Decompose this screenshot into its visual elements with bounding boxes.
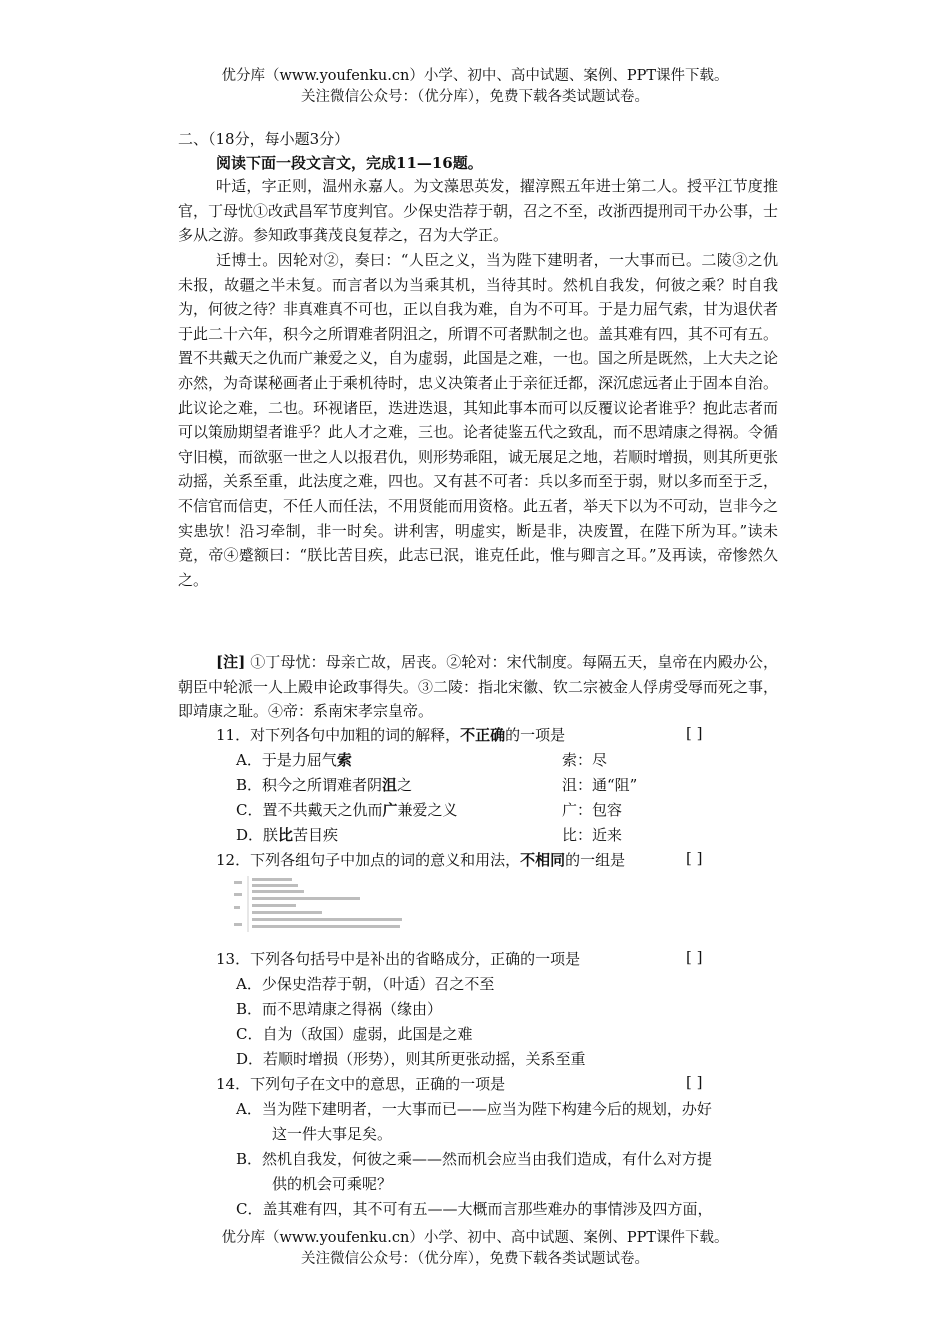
q14-option-b-line-2: 供的机会可乘呢？ xyxy=(272,1175,393,1193)
option-gloss: 沮：通“阻” xyxy=(562,776,638,794)
q14-option-a-line-1: A．当为陛下建明者，一大事而已——应当为陛下构建今后的规划，办好 xyxy=(236,1100,712,1118)
question-13-stem xyxy=(216,948,703,969)
answer-bracket: [ ] xyxy=(686,849,703,867)
q11-option-c xyxy=(236,799,623,820)
q11-stem-part-b: 的一项是 xyxy=(505,726,566,744)
answer-bracket: [ ] xyxy=(686,1073,703,1091)
note-label: [注] xyxy=(216,653,246,671)
answer-bracket: [ ] xyxy=(686,948,703,966)
passage-paragraph-1: 叶适，字正则，温州永嘉人。为文藻思英发，擢淳熙五年进士第二人。授平江节度推官，丁母忧①改武昌军节度判官。少保史浩荐于朝，召之不至，改浙西提刑司干办公事，士多从之游。参知政事龚茂良复荐之，召为大学正。 xyxy=(178,177,779,245)
q11-option-b xyxy=(236,774,638,795)
q14-stem-text: 14．下列句子在文中的意思，正确的一项是 xyxy=(216,1075,506,1093)
q11-option-a xyxy=(236,749,608,770)
footer-line-2: 关注微信公众号：（优分库），免费下载各类试题试卷。 xyxy=(301,1251,649,1267)
passage-paragraph-2: 迁博士。因轮对②，奏曰：“人臣之义，当为陛下建明者，一大事而已。二陵③之仇未报，故疆之半未复。而言者以为当乘其机，当待其时。然机自我发，何彼之乘？时自我为，何彼之待？非真难真不可也，正以自我为难，自为不可耳。于是力屈气索，甘为退伏者于此二十六年，积今之所谓难者阴沮之，所谓不可者默制之也。盖其难有四，其不可有五。置不共戴天之仇而广兼爱之义，自为虚弱，此国是之难，一也。国之所是既然，上大夫之论亦然，为奇谋秘画者止于乘机待时，忠义决策者止于亲征迁都，深沉虑远者止于固本自治。此议论之难，二也。环视诸臣，迭进迭退，其知此事本而可以反覆议论者谁乎？抱此志者而可以策励期望者谁乎？此人才之难，三也。论者徒鉴五代之致乱，而不思靖康之得祸。令循守旧模，而欲驱一世之人以报君仇，则形势乖阻，诚无展足之地，若顺时增损，则其所更张动摇，关系至重，此法度之难，四也。又有甚不可者：兵以多而至于弱，财以多而至于乏，不信官而信吏，不任人而任法，不用贤能而用资格。此五者，举天下以为不可动，岂非今之实患欤！沿习牵制，非一时矣。讲利害，明虚实，断是非，决废置，在陛下所为耳。”读未竟，帝④蹙额曰：“朕比苦目疾，此志已泯，谁克任此，惟与卿言之耳。”及再读，帝惨然久之。 xyxy=(178,251,779,589)
page-footer xyxy=(0,1228,950,1270)
q14-option-a-line-2: 这一件大事足矣。 xyxy=(272,1125,393,1143)
annotation-note xyxy=(178,650,778,724)
question-14-stem xyxy=(216,1073,703,1094)
option-text: C．置不共戴天之仇而 xyxy=(236,801,383,819)
question-12-stem xyxy=(216,849,703,870)
q14-option-c-line-1: C．盖其难有四，其不可有五——大概而言那些难办的事情涉及四方面， xyxy=(236,1200,713,1218)
option-text-tail: 之 xyxy=(397,776,413,794)
option-gloss: 广：包容 xyxy=(562,801,623,819)
option-bold-word: 广 xyxy=(382,801,398,819)
q13-stem-text: 13．下列各句括号中是补出的省略成分，正确的一项是 xyxy=(216,950,581,968)
q12-options-image xyxy=(230,876,466,936)
option-text-tail: 苦目疾 xyxy=(293,826,339,844)
instruction: 阅读下面一段文言文，完成11—16题。 xyxy=(216,154,483,172)
answer-bracket: [ ] xyxy=(686,724,703,742)
q11-stem-part-a: 11．对下列各句中加粗的词的解释， xyxy=(216,726,461,744)
page-header xyxy=(0,66,950,108)
q13-option-b: B．而不思靖康之得祸（缘由） xyxy=(236,1000,443,1018)
header-line-2: 关注微信公众号：（优分库），免费下载各类试题试卷。 xyxy=(301,89,649,105)
option-text: B．积今之所谓难者阴 xyxy=(236,776,383,794)
q13-option-c: C．自为（敌国）虚弱，此国是之难 xyxy=(236,1025,473,1043)
q13-option-a: A．少保史浩荐于朝，（叶适）召之不至 xyxy=(236,975,495,993)
q13-option-d: D．若顺时增损（形势），则其所更张动摇，关系至重 xyxy=(236,1050,586,1068)
option-gloss: 索：尽 xyxy=(562,751,608,769)
q14-option-b-line-1: B．然机自我发，何彼之乘——然而机会应当由我们造成，有什么对方提 xyxy=(236,1150,713,1168)
option-bold-word: 索 xyxy=(336,751,352,769)
q11-option-d xyxy=(236,824,623,845)
question-11-stem xyxy=(216,724,703,745)
q11-stem-bold: 不正确 xyxy=(460,726,506,744)
option-text: A．于是力屈气 xyxy=(236,751,337,769)
option-gloss: 比：近来 xyxy=(562,826,623,844)
option-bold-word: 沮 xyxy=(382,776,398,794)
option-bold-word: 比 xyxy=(278,826,294,844)
option-text-tail: 兼爱之义 xyxy=(397,801,458,819)
q12-stem-bold: 不相同 xyxy=(520,851,566,869)
header-line-1: 优分库（www.youfenku.cn）小学、初中、高中试题、案例、PPT课件下载。 xyxy=(221,68,729,84)
footer-line-1: 优分库（www.youfenku.cn）小学、初中、高中试题、案例、PPT课件下载。 xyxy=(221,1230,729,1246)
note-text: ①丁母忧：母亲亡故，居丧。②轮对：宋代制度。每隔五天，皇帝在内殿办公，朝臣中轮派一人上殿申论政事得失。③二陵：指北宋徽、钦二宗被金人俘虏受辱而死之事，即靖康之耻。④帝：系南宋孝宗皇帝。 xyxy=(178,653,779,721)
section-heading: 二、（18分，每小题3分） xyxy=(178,130,350,148)
q12-stem-part-b: 的一组是 xyxy=(565,851,626,869)
q12-stem-part-a: 12．下列各组句子中加点的词的意义和用法， xyxy=(216,851,521,869)
option-text: D．朕 xyxy=(236,826,279,844)
